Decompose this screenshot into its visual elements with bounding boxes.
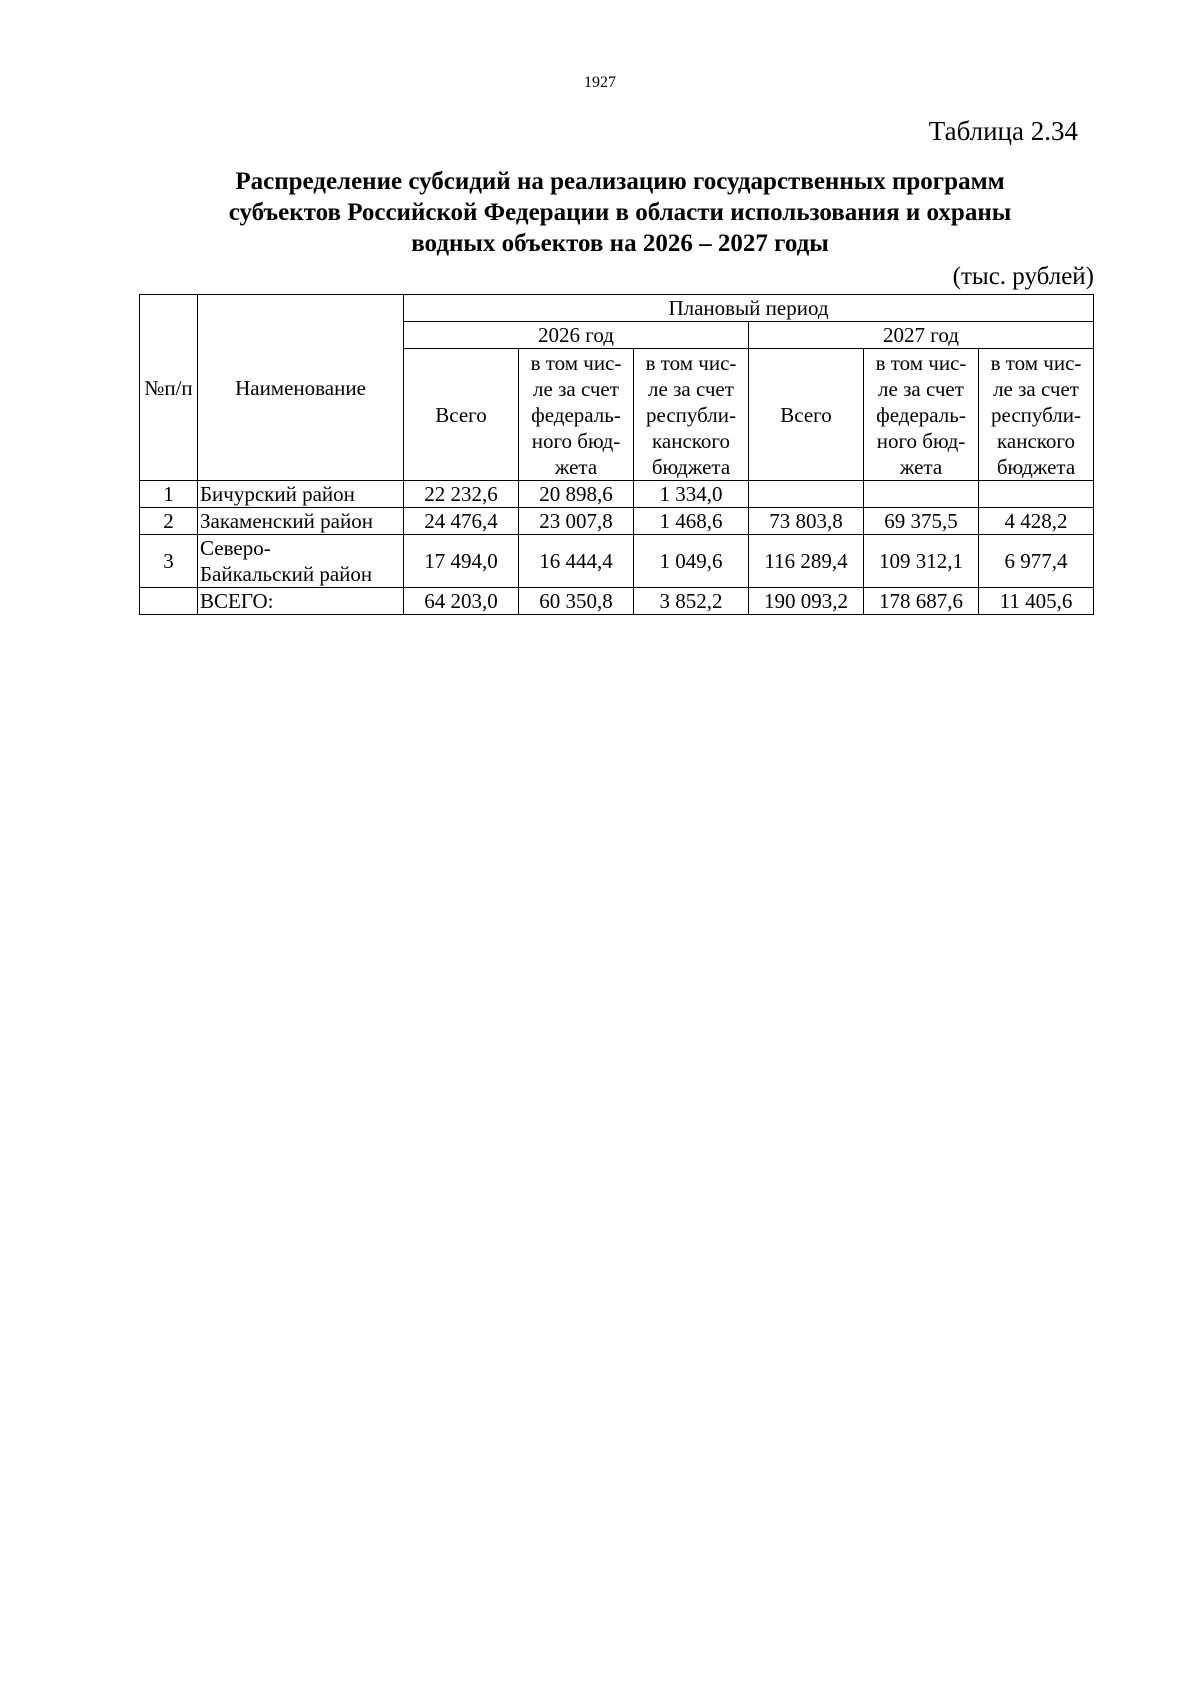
cell-republic-2027 [979, 481, 1094, 508]
table-row [140, 508, 1094, 535]
row-name: Бичурский район [198, 481, 404, 508]
cell-republic-2027: 6 977,4 [979, 535, 1094, 588]
cell-total-2027 [749, 481, 864, 508]
total-row [140, 588, 1094, 615]
header-total-2027: Всего [749, 349, 864, 481]
header-planned-period: Плановый период [404, 295, 1094, 322]
cell-total-2026: 22 232,6 [404, 481, 519, 508]
total-2027: 190 093,2 [749, 588, 864, 615]
title-line-2: субъектов Российской Федерации в области использования и охраны [228, 199, 1012, 226]
header-federal-2027: в том чис- ле за счет федераль- ного бюд- жета [864, 349, 979, 481]
cell-federal-2027: 69 375,5 [864, 508, 979, 535]
page-number: 1927 [584, 74, 616, 91]
row-name: Северо- Байкальский район [198, 535, 404, 588]
cell-total-2026: 17 494,0 [404, 535, 519, 588]
total-republic-2026: 3 852,2 [634, 588, 749, 615]
header-name: Наименование [198, 295, 404, 481]
total-label: ВСЕГО: [198, 588, 404, 615]
total-federal-2027: 178 687,6 [864, 588, 979, 615]
document-title [140, 166, 1100, 259]
cell-federal-2027: 109 312,1 [864, 535, 979, 588]
units-label: (тыс. рублей) [952, 263, 1094, 290]
cell-federal-2026: 20 898,6 [519, 481, 634, 508]
title-line-3: водных объектов на 2026 – 2027 годы [411, 230, 829, 257]
subsidy-table [139, 294, 1094, 615]
row-num: 1 [140, 481, 198, 508]
total-republic-2027: 11 405,6 [979, 588, 1094, 615]
header-federal-2026: в том чис- ле за счет федераль- ного бюд- жета [519, 349, 634, 481]
table-row [140, 481, 1094, 508]
total-2026: 64 203,0 [404, 588, 519, 615]
row-name: Закаменский район [198, 508, 404, 535]
header-republic-2027: в том чис- ле за счет республи- канского бюджета [979, 349, 1094, 481]
table-row [140, 535, 1094, 588]
table-label: Таблица 2.34 [928, 116, 1078, 146]
row-num: 2 [140, 508, 198, 535]
cell-federal-2027 [864, 481, 979, 508]
header-num: №п/п [140, 295, 198, 481]
cell-total-2027: 73 803,8 [749, 508, 864, 535]
cell-republic-2026: 1 468,6 [634, 508, 749, 535]
cell-total-2027: 116 289,4 [749, 535, 864, 588]
title-line-1: Распределение субсидий на реализацию государственных программ [235, 168, 1005, 195]
cell-republic-2026: 1 334,0 [634, 481, 749, 508]
cell-total-2026: 24 476,4 [404, 508, 519, 535]
cell-federal-2026: 16 444,4 [519, 535, 634, 588]
cell-republic-2026: 1 049,6 [634, 535, 749, 588]
header-year-2027: 2027 год [749, 322, 1094, 349]
cell-federal-2026: 23 007,8 [519, 508, 634, 535]
row-num: 3 [140, 535, 198, 588]
header-total-2026: Всего [404, 349, 519, 481]
header-year-2026: 2026 год [404, 322, 749, 349]
header-republic-2026: в том чис- ле за счет республи- канского бюджета [634, 349, 749, 481]
header-row-1 [140, 295, 1094, 322]
total-num [140, 588, 198, 615]
cell-republic-2027: 4 428,2 [979, 508, 1094, 535]
total-federal-2026: 60 350,8 [519, 588, 634, 615]
